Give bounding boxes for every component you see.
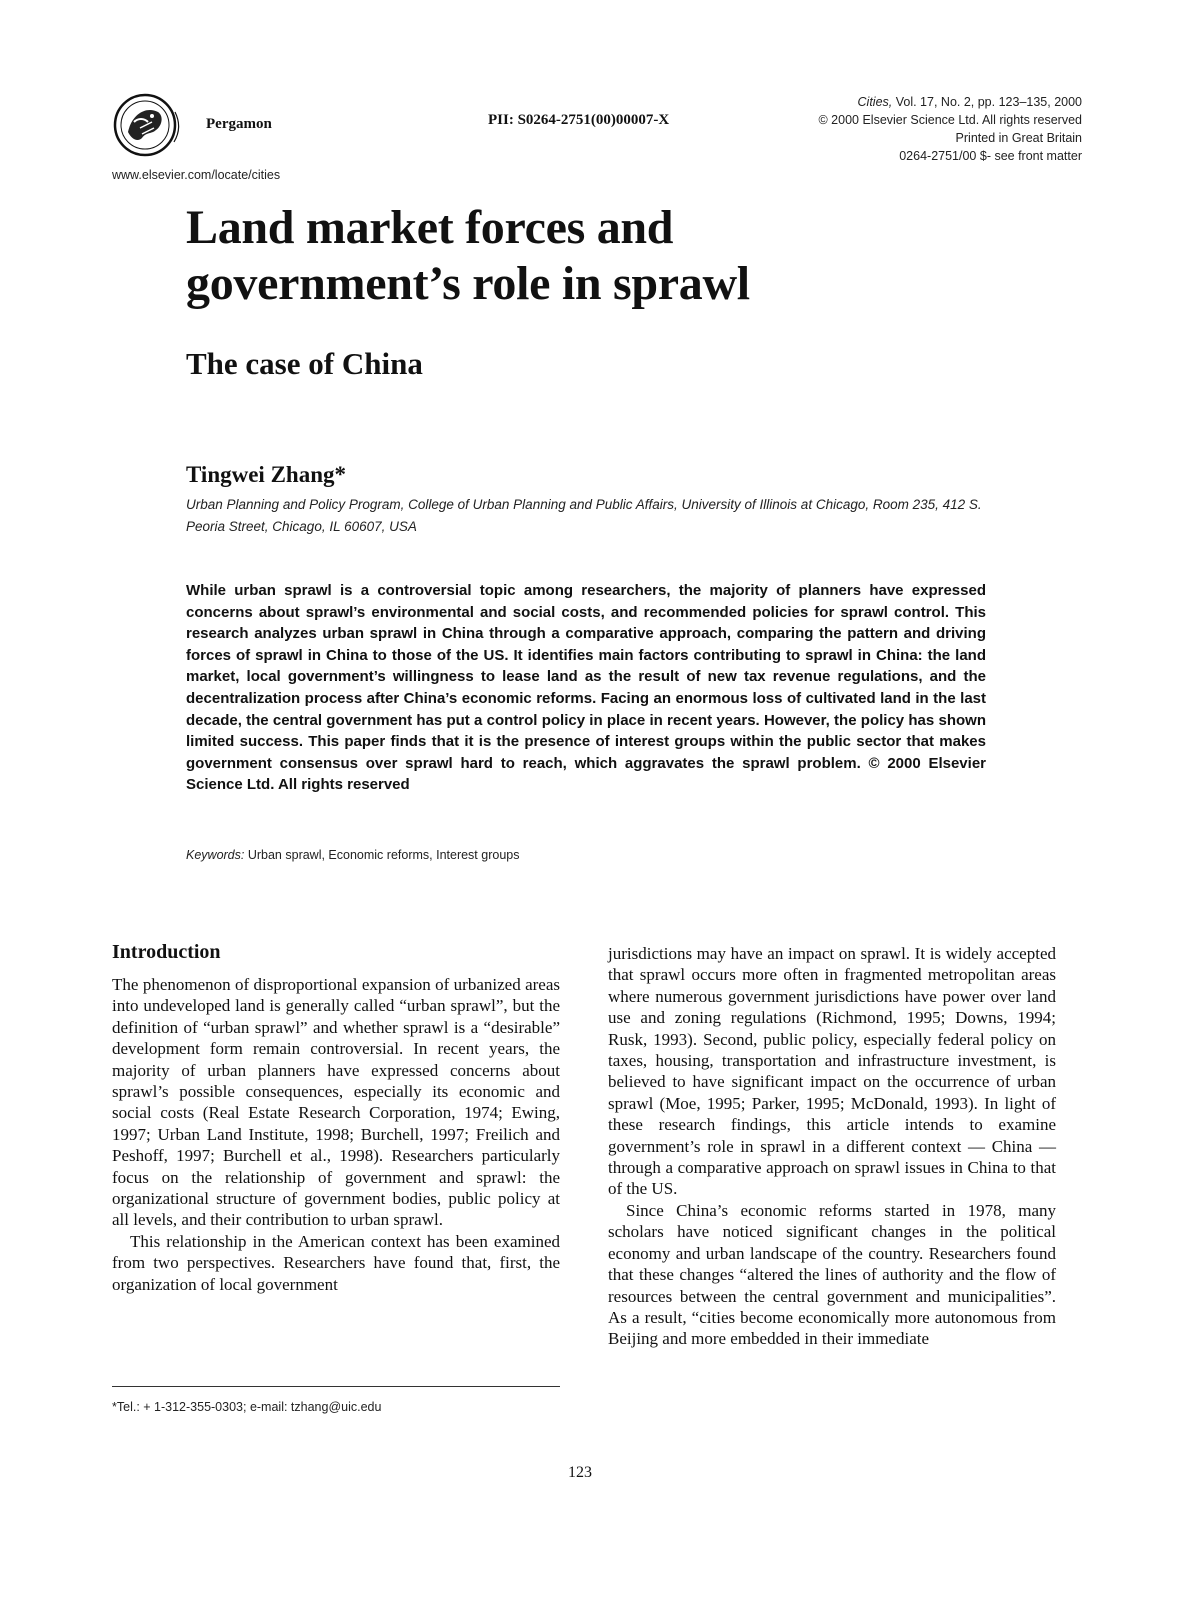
paragraph: Since China’s economic reforms started in 1978, many scholars have noticed significant changes in the political economy and urban landscape of the country. Researchers found that these changes “altered the lines of authority and the flow of resources between the central government and municipalities”. As a result, “cities become economically more autonomous from Beijing and more embedded in their immediate xyxy=(608,1200,1056,1349)
footnote-divider xyxy=(112,1386,560,1387)
journal-volume-line xyxy=(818,93,1082,111)
body-column-left xyxy=(112,940,560,1295)
author-name: Tingwei Zhang* xyxy=(186,462,346,487)
article-subtitle: The case of China xyxy=(186,346,423,381)
journal-volume: Vol. 17, No. 2, pp. 123–135, 2000 xyxy=(892,95,1082,109)
journal-citation xyxy=(818,93,1082,165)
keywords xyxy=(186,848,519,862)
pii-code: PII: S0264-2751(00)00007-X xyxy=(488,112,670,128)
keywords-label: Keywords: xyxy=(186,848,245,862)
footnote: *Tel.: + 1-312-355-0303; e-mail: tzhang@uic.edu xyxy=(112,1400,382,1414)
paragraph: The phenomenon of disproportional expansion of urbanized areas into undeveloped land is generally called “urban sprawl”, but the definition of “urban sprawl” and whether sprawl is a “desirable” development form remain controversial. In recent years, the majority of urban planners have expressed concerns about sprawl’s possible consequences, especially its economic and social costs (Real Estate Research Corporation, 1974; Ewing, 1997; Urban Land Institute, 1998; Burchell, 1997; Freilich and Peshoff, 1997; Burchell et al., 1998). Researchers particularly focus on the relationship of government and sprawl: the organizational structure of government bodies, public policy at all levels, and their contribution to urban sprawl. xyxy=(112,975,560,1230)
keywords-list: Urban sprawl, Economic reforms, Interest groups xyxy=(247,848,520,862)
publisher-name: Pergamon xyxy=(206,116,272,132)
journal-name: Cities, xyxy=(857,95,893,109)
article-title: Land market forces and government’s role in sprawl xyxy=(186,201,750,310)
issn-line: 0264-2751/00 $- see front matter xyxy=(899,149,1082,163)
printed-line: Printed in Great Britain xyxy=(955,131,1082,145)
page-number: 123 xyxy=(568,1464,592,1481)
paragraph: This relationship in the American context has been examined from two perspectives. Researchers have found that, first, the organization of local government xyxy=(112,1231,560,1294)
author-affiliation: Urban Planning and Policy Program, College of Urban Planning and Public Affairs, University of Illinois at Chicago, Room 235, 412 S. Peoria Street, Chicago, IL 60607, USA xyxy=(186,497,982,534)
body-column-right xyxy=(608,943,1056,1350)
pergamon-logo xyxy=(112,92,190,158)
abstract: While urban sprawl is a controversial topic among researchers, the majority of planners have expressed concerns about sprawl’s environmental and social costs, and recommended policies for sprawl control. This research analyzes urban sprawl in China through a comparative approach, comparing the pattern and driving forces of sprawl in China to those of the US. It identifies main factors contributing to sprawl in China: the land market, local government’s willingness to lease land as the result of new tax revenue regulations, and the decentralization process after China’s economic reforms. Facing an enormous loss of cultivated land in the last decade, the central government has put a control policy in place in recent years. However, the policy has shown limited success. This paper finds that it is the presence of interest groups within the public sector that makes government consensus over sprawl hard to reach, which aggravates the sprawl problem. © 2000 Elsevier Science Ltd. All rights reserved xyxy=(186,582,986,794)
copyright-line: © 2000 Elsevier Science Ltd. All rights reserved xyxy=(818,113,1082,127)
section-heading: Introduction xyxy=(112,941,221,963)
paragraph: jurisdictions may have an impact on sprawl. It is widely accepted that sprawl occurs more often in fragmented metropolitan areas where numerous government jurisdictions have power over land use and zoning regulations (Richmond, 1995; Downs, 1994; Rusk, 1993). Second, public policy, especially federal policy on taxes, housing, transportation and infrastructure investment, is believed to have significant impact on the occurrence of urban sprawl (Moe, 1995; Parker, 1995; McDonald, 1993). In light of these research findings, this article intends to examine government’s role in sprawl in a different context — China — through a comparative approach on sprawl issues in China to that of the US. xyxy=(608,944,1056,1199)
journal-url[interactable]: www.elsevier.com/locate/cities xyxy=(112,168,281,182)
